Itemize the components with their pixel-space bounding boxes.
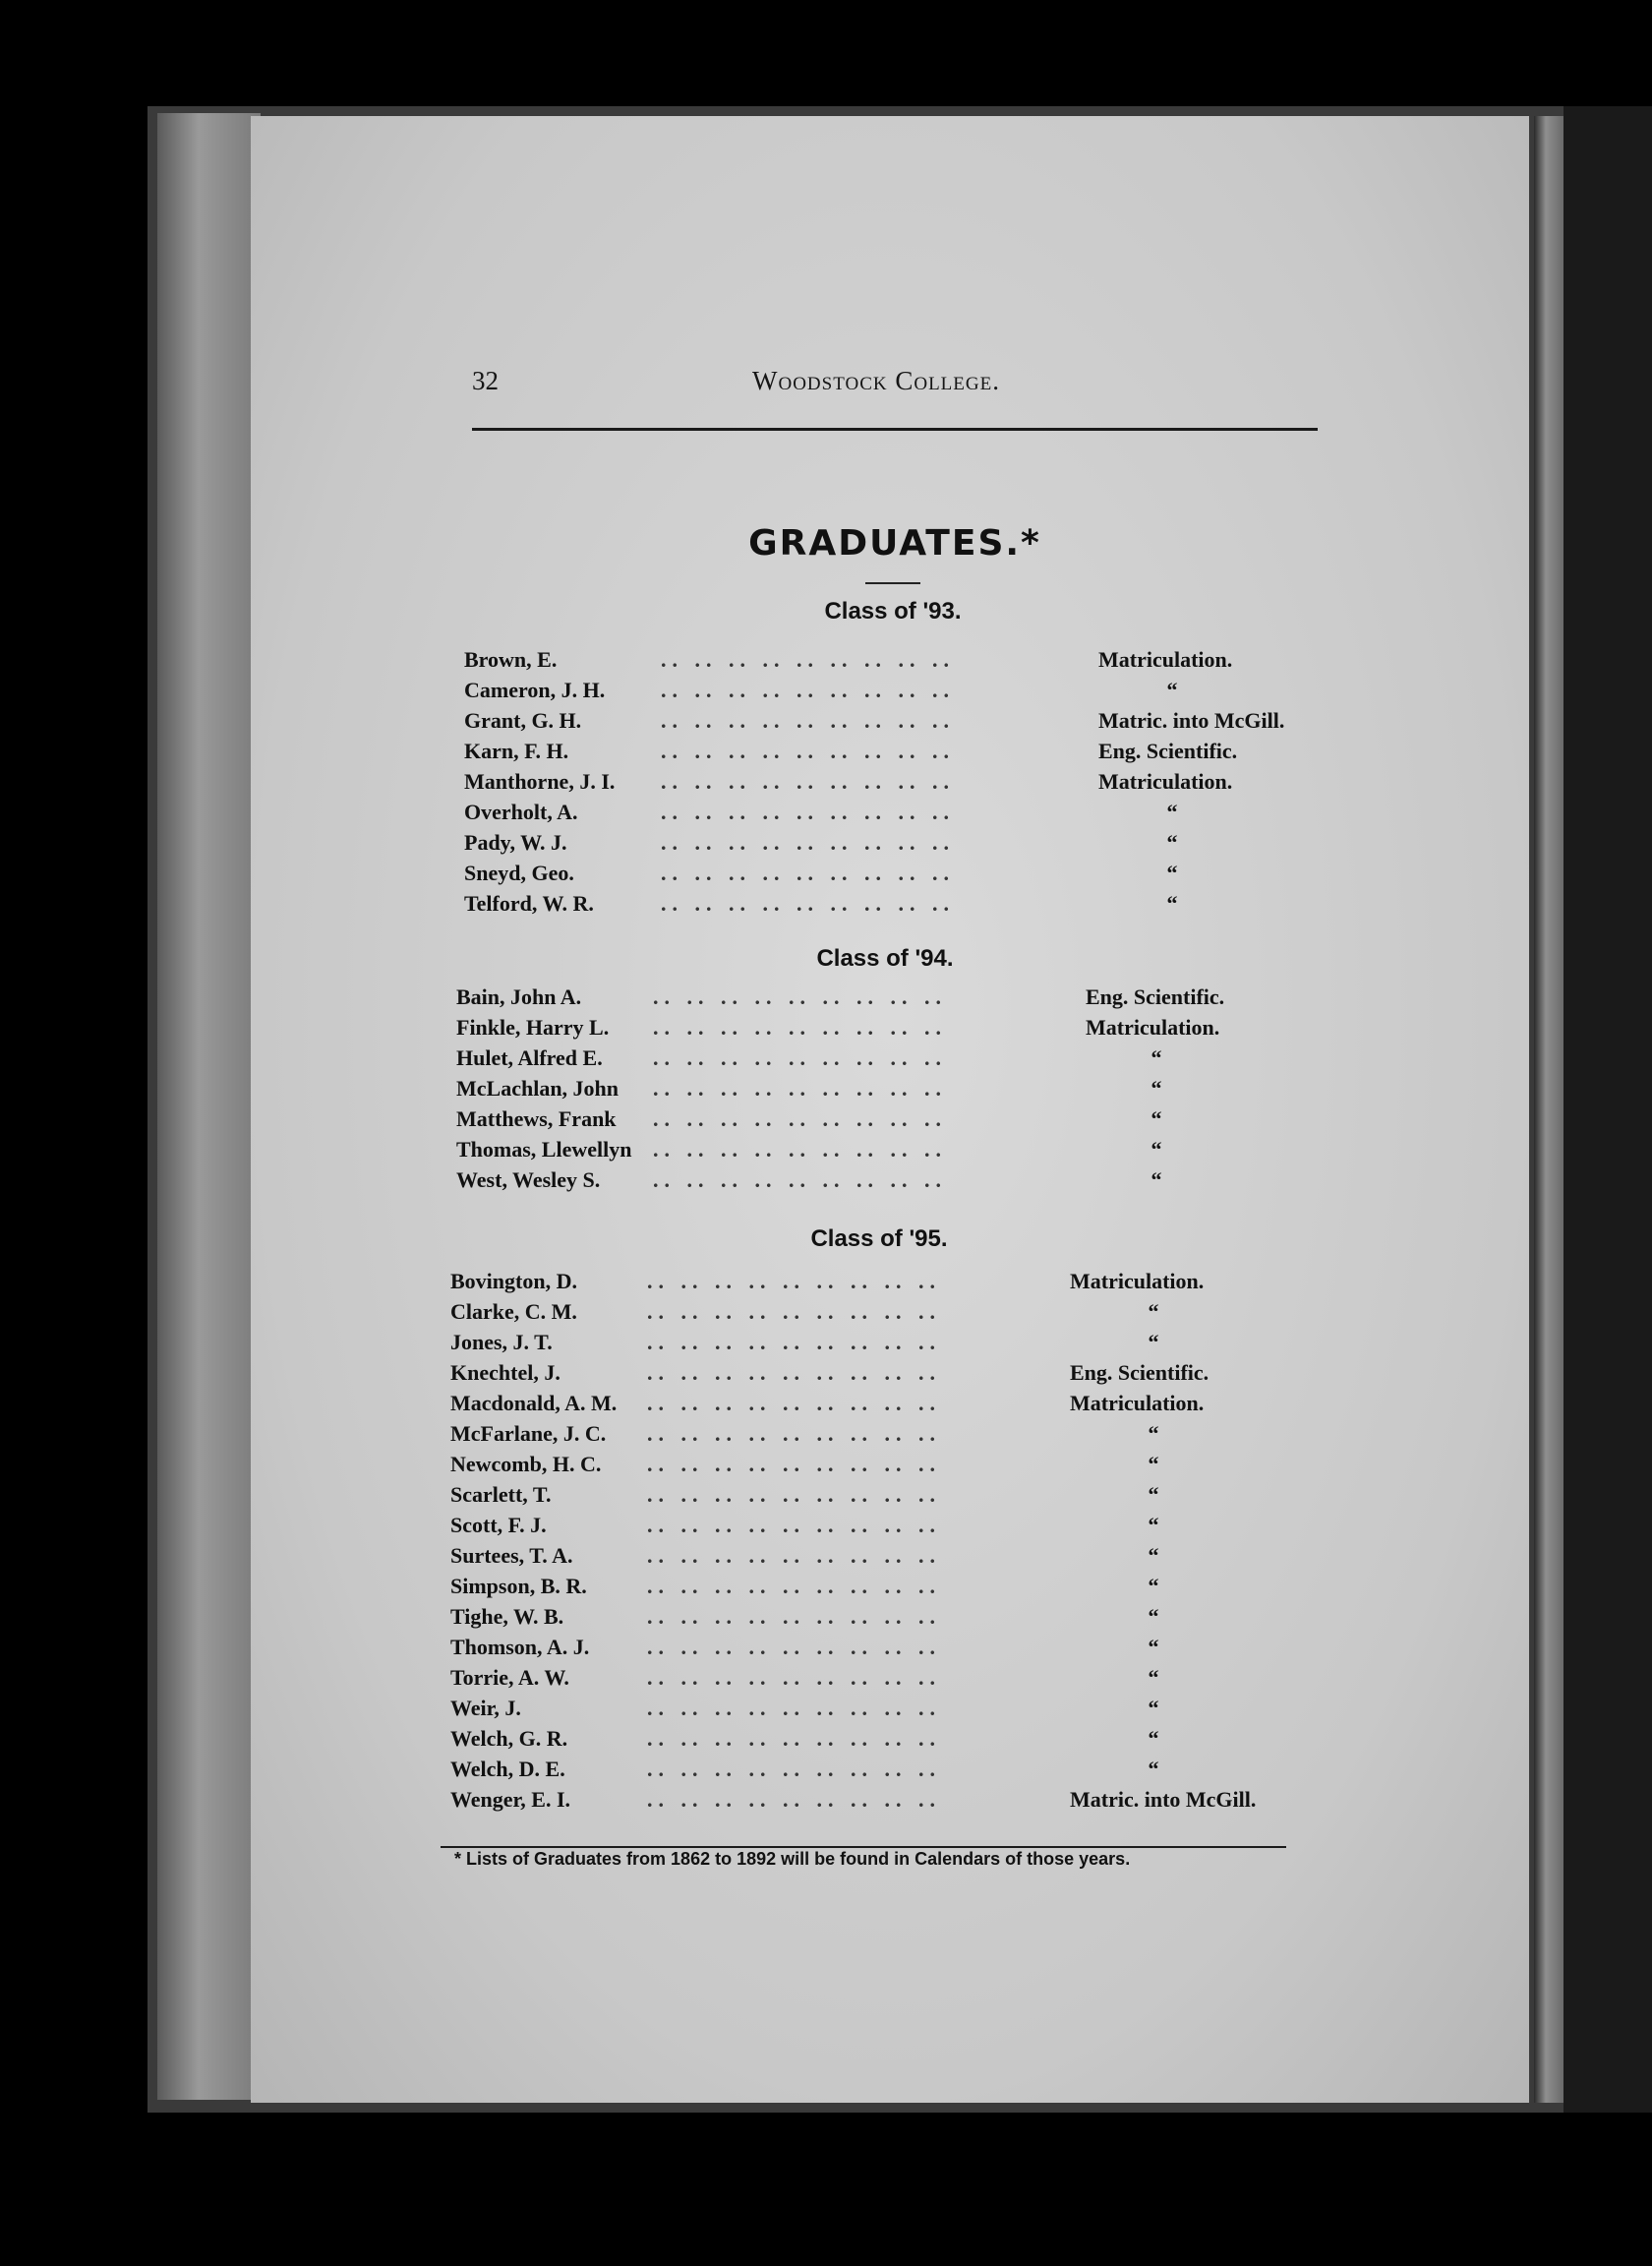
- graduation-status: “: [1148, 1757, 1159, 1781]
- table-row: [450, 1574, 1296, 1604]
- leader-dots: .. .. .. .. .. .. .. .. ..: [661, 830, 955, 855]
- graduate-name: West, Wesley S.: [456, 1167, 601, 1192]
- graduate-name: Torrie, A. W.: [450, 1665, 569, 1690]
- graduation-status: “: [1166, 800, 1178, 824]
- graduation-status: “: [1148, 1635, 1159, 1659]
- graduate-name: Cameron, J. H.: [464, 678, 606, 702]
- graduate-name: Clarke, C. M.: [450, 1299, 577, 1324]
- underlying-page-edge: [157, 113, 261, 2100]
- leader-dots: .. .. .. .. .. .. .. .. ..: [647, 1299, 941, 1324]
- scan-border-right: [1564, 106, 1652, 2113]
- graduate-name: McFarlane, J. C.: [450, 1421, 607, 1446]
- table-row: [464, 708, 1310, 739]
- header-rule: [472, 428, 1318, 431]
- graduation-status: “: [1166, 861, 1178, 885]
- leader-dots: .. .. .. .. .. .. .. .. ..: [661, 800, 955, 824]
- leader-dots: .. .. .. .. .. .. .. .. ..: [653, 1106, 947, 1131]
- graduate-name: Macdonald, A. M.: [450, 1391, 618, 1415]
- table-row: [456, 1076, 1302, 1106]
- graduate-name: Brown, E.: [464, 647, 558, 672]
- leader-dots: .. .. .. .. .. .. .. .. ..: [647, 1330, 941, 1354]
- leader-dots: .. .. .. .. .. .. .. .. ..: [653, 1045, 947, 1070]
- graduation-status: “: [1150, 1045, 1162, 1070]
- table-row: [456, 1015, 1302, 1045]
- graduation-status: “: [1148, 1452, 1159, 1476]
- graduates-list-94: [456, 984, 1302, 1198]
- running-header: [472, 366, 1318, 405]
- graduation-status: Eng. Scientific.: [1086, 984, 1225, 1009]
- graduate-name: Knechtel, J.: [450, 1360, 560, 1385]
- table-row: [450, 1696, 1296, 1726]
- leader-dots: .. .. .. .. .. .. .. .. ..: [661, 647, 955, 672]
- leader-dots: .. .. .. .. .. .. .. .. ..: [661, 678, 955, 702]
- title-rule: [865, 582, 920, 584]
- table-row: [456, 1167, 1302, 1198]
- graduate-name: Thomas, Llewellyn: [456, 1137, 632, 1162]
- graduate-name: Hulet, Alfred E.: [456, 1045, 603, 1070]
- leader-dots: .. .. .. .. .. .. .. .. ..: [661, 739, 955, 763]
- leader-dots: .. .. .. .. .. .. .. .. ..: [647, 1696, 941, 1720]
- table-row: [450, 1513, 1296, 1543]
- table-row: [456, 1106, 1302, 1137]
- graduate-name: Finkle, Harry L.: [456, 1015, 610, 1040]
- graduate-name: Telford, W. R.: [464, 891, 594, 916]
- leader-dots: .. .. .. .. .. .. .. .. ..: [647, 1269, 941, 1293]
- graduation-status: “: [1148, 1726, 1159, 1751]
- running-title: Woodstock College.: [752, 366, 1000, 395]
- page-title: GRADUATES.*: [748, 523, 1041, 564]
- leader-dots: .. .. .. .. .. .. .. .. ..: [647, 1513, 941, 1537]
- table-row: [450, 1452, 1296, 1482]
- table-row: [450, 1757, 1296, 1787]
- leader-dots: .. .. .. .. .. .. .. .. ..: [647, 1635, 941, 1659]
- leader-dots: .. .. .. .. .. .. .. .. ..: [653, 1076, 947, 1101]
- leader-dots: .. .. .. .. .. .. .. .. ..: [647, 1757, 941, 1781]
- graduation-status: “: [1166, 891, 1178, 916]
- table-row: [450, 1269, 1296, 1299]
- graduation-status: Matriculation.: [1070, 1391, 1205, 1415]
- graduate-name: Jones, J. T.: [450, 1330, 553, 1354]
- leader-dots: .. .. .. .. .. .. .. .. ..: [647, 1360, 941, 1385]
- graduation-status: Matric. into McGill.: [1098, 708, 1285, 733]
- graduation-status: “: [1150, 1076, 1162, 1101]
- page-gutter-edge: [1534, 116, 1564, 2103]
- graduate-name: Bain, John A.: [456, 984, 582, 1009]
- graduation-status: “: [1148, 1421, 1159, 1446]
- leader-dots: .. .. .. .. .. .. .. .. ..: [661, 769, 955, 794]
- leader-dots: .. .. .. .. .. .. .. .. ..: [647, 1787, 941, 1812]
- graduation-status: “: [1148, 1330, 1159, 1354]
- leader-dots: .. .. .. .. .. .. .. .. ..: [647, 1421, 941, 1446]
- table-row: [450, 1482, 1296, 1513]
- leader-dots: .. .. .. .. .. .. .. .. ..: [647, 1452, 941, 1476]
- graduates-list-95: [450, 1269, 1296, 1818]
- graduation-status: Matriculation.: [1070, 1269, 1205, 1293]
- table-row: [450, 1726, 1296, 1757]
- table-row: [450, 1604, 1296, 1635]
- table-row: [464, 769, 1310, 800]
- graduation-status: “: [1148, 1299, 1159, 1324]
- graduates-list-93: [464, 647, 1310, 922]
- graduate-name: Matthews, Frank: [456, 1106, 617, 1131]
- footnote: * Lists of Graduates from 1862 to 1892 will be found in Calendars of those years.: [454, 1849, 1131, 1869]
- leader-dots: .. .. .. .. .. .. .. .. ..: [647, 1665, 941, 1690]
- graduation-status: “: [1166, 678, 1178, 702]
- graduation-status: Matriculation.: [1086, 1015, 1220, 1040]
- graduation-status: “: [1148, 1574, 1159, 1598]
- table-row: [456, 1045, 1302, 1076]
- graduate-name: Sneyd, Geo.: [464, 861, 574, 885]
- table-row: [464, 800, 1310, 830]
- graduation-status: “: [1148, 1696, 1159, 1720]
- graduation-status: “: [1150, 1106, 1162, 1131]
- graduate-name: Scott, F. J.: [450, 1513, 547, 1537]
- table-row: [464, 678, 1310, 708]
- graduate-name: McLachlan, John: [456, 1076, 620, 1101]
- graduation-status: Eng. Scientific.: [1070, 1360, 1210, 1385]
- graduate-name: Newcomb, H. C.: [450, 1452, 602, 1476]
- leader-dots: .. .. .. .. .. .. .. .. ..: [653, 1137, 947, 1162]
- graduate-name: Welch, G. R.: [450, 1726, 568, 1751]
- table-row: [450, 1360, 1296, 1391]
- graduate-name: Bovington, D.: [450, 1269, 577, 1293]
- table-row: [450, 1299, 1296, 1330]
- table-row: [450, 1421, 1296, 1452]
- graduate-name: Karn, F. H.: [464, 739, 569, 763]
- leader-dots: .. .. .. .. .. .. .. .. ..: [653, 1167, 947, 1192]
- class-heading-93: Class of '93.: [824, 598, 962, 625]
- graduate-name: Pady, W. J.: [464, 830, 567, 855]
- graduation-status: Matriculation.: [1098, 647, 1233, 672]
- graduation-status: “: [1148, 1604, 1159, 1629]
- class-heading-94: Class of '94.: [816, 945, 954, 972]
- graduation-status: “: [1166, 830, 1178, 855]
- leader-dots: .. .. .. .. .. .. .. .. ..: [647, 1574, 941, 1598]
- graduate-name: Grant, G. H.: [464, 708, 582, 733]
- leader-dots: .. .. .. .. .. .. .. .. ..: [661, 708, 955, 733]
- table-row: [456, 984, 1302, 1015]
- graduation-status: Matriculation.: [1098, 769, 1233, 794]
- table-row: [464, 647, 1310, 678]
- leader-dots: .. .. .. .. .. .. .. .. ..: [647, 1482, 941, 1507]
- graduation-status: “: [1148, 1482, 1159, 1507]
- graduate-name: Thomson, A. J.: [450, 1635, 590, 1659]
- table-row: [456, 1137, 1302, 1167]
- leader-dots: .. .. .. .. .. .. .. .. ..: [647, 1391, 941, 1415]
- graduation-status: “: [1148, 1665, 1159, 1690]
- graduation-status: “: [1150, 1167, 1162, 1192]
- graduation-status: Matric. into McGill.: [1070, 1787, 1257, 1812]
- class-heading-95: Class of '95.: [810, 1225, 948, 1252]
- graduate-name: Simpson, B. R.: [450, 1574, 587, 1598]
- table-row: [464, 830, 1310, 861]
- graduation-status: “: [1148, 1513, 1159, 1537]
- table-row: [450, 1665, 1296, 1696]
- leader-dots: .. .. .. .. .. .. .. .. ..: [647, 1604, 941, 1629]
- table-row: [464, 861, 1310, 891]
- page-number: 32: [472, 366, 499, 395]
- leader-dots: .. .. .. .. .. .. .. .. ..: [653, 984, 947, 1009]
- table-row: [450, 1787, 1296, 1818]
- graduate-name: Wenger, E. I.: [450, 1787, 571, 1812]
- table-row: [464, 891, 1310, 922]
- leader-dots: .. .. .. .. .. .. .. .. ..: [647, 1726, 941, 1751]
- leader-dots: .. .. .. .. .. .. .. .. ..: [647, 1543, 941, 1568]
- graduation-status: Eng. Scientific.: [1098, 739, 1238, 763]
- leader-dots: .. .. .. .. .. .. .. .. ..: [653, 1015, 947, 1040]
- graduate-name: Overholt, A.: [464, 800, 578, 824]
- graduate-name: Scarlett, T.: [450, 1482, 552, 1507]
- table-row: [450, 1391, 1296, 1421]
- graduate-name: Tighe, W. B.: [450, 1604, 564, 1629]
- graduation-status: “: [1148, 1543, 1159, 1568]
- leader-dots: .. .. .. .. .. .. .. .. ..: [661, 861, 955, 885]
- table-row: [450, 1330, 1296, 1360]
- graduate-name: Surtees, T. A.: [450, 1543, 573, 1568]
- leader-dots: .. .. .. .. .. .. .. .. ..: [661, 891, 955, 916]
- graduate-name: Welch, D. E.: [450, 1757, 565, 1781]
- table-row: [450, 1635, 1296, 1665]
- footnote-rule: [441, 1846, 1286, 1848]
- table-row: [464, 739, 1310, 769]
- graduate-name: Weir, J.: [450, 1696, 521, 1720]
- graduate-name: Manthorne, J. I.: [464, 769, 616, 794]
- graduation-status: “: [1150, 1137, 1162, 1162]
- table-row: [450, 1543, 1296, 1574]
